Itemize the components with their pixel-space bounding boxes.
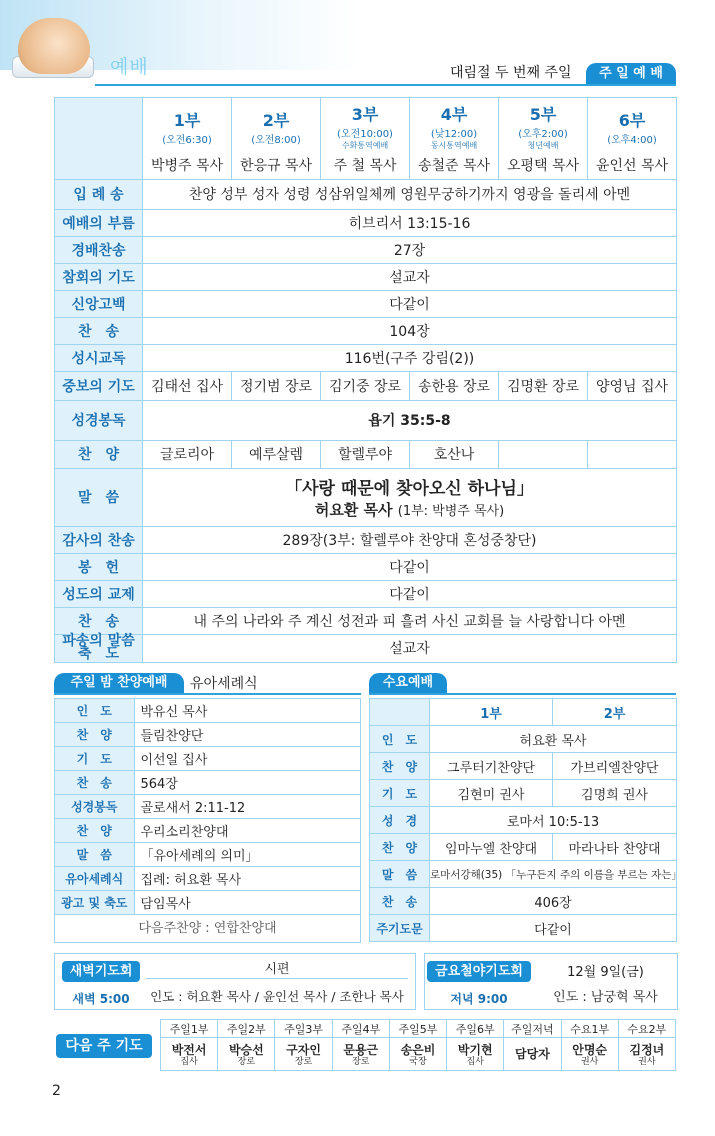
choir-5 bbox=[499, 440, 588, 468]
row-label: 찬 양 bbox=[370, 753, 430, 780]
row-label: 찬 송 bbox=[370, 888, 430, 915]
slot: 주일저녁 bbox=[504, 1020, 561, 1038]
service-leader: 주 철 목사 bbox=[321, 151, 410, 179]
row-label: 인 도 bbox=[370, 726, 430, 753]
friday-date: 12월 9일(금) bbox=[567, 965, 644, 980]
hymn3-value: 내 주의 나라와 주 계신 성전과 피 흘려 사신 교회를 늘 사랑합니다 아멘 bbox=[143, 607, 677, 634]
wed-sermon: 로마서강해(35) 「누구든지 주의 이름을 부르는 자는」 bbox=[430, 861, 677, 888]
service-2: 2부 (오전8:00) bbox=[232, 98, 321, 152]
friday-time: 저녁 9:00 bbox=[450, 992, 508, 1006]
wed-choir-2: 마라나타 찬양대 bbox=[553, 834, 677, 861]
person: 담당자 bbox=[504, 1038, 561, 1071]
person: 박승선 장로 bbox=[218, 1038, 275, 1071]
row-label: 주기도문 bbox=[370, 915, 430, 942]
choir-6 bbox=[588, 440, 677, 468]
intro-value: 찬양 성부 성자 성령 성삼위일체께 영원무궁하기까지 영광을 돌리세 아멘 bbox=[143, 179, 677, 209]
row-label: 기 도 bbox=[55, 747, 134, 771]
friday-leader: 인도 : 남궁혁 목사 bbox=[553, 990, 658, 1005]
page-number: 2 bbox=[52, 1083, 61, 1099]
row-label: 말 씀 bbox=[55, 468, 143, 526]
row-label: 유아세례식 bbox=[55, 867, 134, 891]
service-leader: 한응규 목사 bbox=[232, 151, 321, 179]
row-label: 찬 송 bbox=[55, 607, 143, 634]
offering-value: 다같이 bbox=[143, 553, 677, 580]
row-value: 「유아세례의 의미」 bbox=[134, 843, 360, 867]
evening-box bbox=[54, 698, 361, 943]
thanks-value: 289장(3부: 할렐루야 찬양대 혼성중창단) bbox=[143, 526, 677, 553]
row-label: 말 씀 bbox=[55, 843, 134, 867]
row-label: 경배찬송 bbox=[55, 236, 143, 263]
sermon-cell bbox=[143, 468, 677, 526]
slot: 수요2부 bbox=[618, 1020, 675, 1038]
wed-prayer-1: 김현미 권사 bbox=[430, 780, 553, 807]
evening-table bbox=[55, 699, 360, 938]
slot: 주일2부 bbox=[218, 1020, 275, 1038]
poem-value: 116번(구주 강림(2)) bbox=[143, 344, 677, 371]
row-value: 들림찬양단 bbox=[134, 723, 360, 747]
row-label: 예배의 부름 bbox=[55, 209, 143, 236]
prayer-1: 김태선 집사 bbox=[143, 371, 232, 400]
header-tag: 주 일 예 배 bbox=[586, 63, 676, 84]
row-label: 중보의 기도 bbox=[55, 371, 143, 400]
service-leader: 윤인선 목사 bbox=[588, 151, 677, 179]
header-subtitle: 대림절 두 번째 주일 bbox=[450, 65, 572, 81]
row-label: 광고 및 축도 bbox=[55, 891, 134, 915]
wed-col-2: 2부 bbox=[553, 699, 677, 726]
wed-col-1: 1부 bbox=[430, 699, 553, 726]
row-value: 골로새서 2:11-12 bbox=[134, 795, 360, 819]
row-value: 우리소리찬양대 bbox=[134, 819, 360, 843]
wed-prayer-2: 김명희 권사 bbox=[553, 780, 677, 807]
row-value: 집례: 허요환 목사 bbox=[134, 867, 360, 891]
person: 김정녀 권사 bbox=[618, 1038, 675, 1071]
row-label: 성 경 bbox=[370, 807, 430, 834]
next-week-choir: 다음주찬양 : 연합찬양대 bbox=[138, 921, 277, 936]
row-label: 성경봉독 bbox=[55, 400, 143, 440]
person: 문용근 장로 bbox=[332, 1038, 389, 1071]
choir-3: 할렐루야 bbox=[321, 440, 410, 468]
wed-closing: 다같이 bbox=[430, 915, 677, 942]
row-label: 참회의 기도 bbox=[55, 263, 143, 290]
row-label: 성도의 교제 bbox=[55, 580, 143, 607]
person: 박전서 집사 bbox=[161, 1038, 218, 1071]
row-label: 말 씀 bbox=[370, 861, 430, 888]
wed-lead: 허요환 목사 bbox=[430, 726, 677, 753]
wednesday-table bbox=[369, 698, 682, 942]
person: 송은비 국장 bbox=[389, 1038, 446, 1071]
creed-value: 다같이 bbox=[143, 290, 677, 317]
service-5: 5부 (오후2:00) 청년예배 bbox=[499, 98, 588, 152]
evening-title: 유아세례식 bbox=[190, 676, 258, 692]
scripture-value: 욥기 35:5-8 bbox=[143, 400, 677, 440]
prayer-3: 김기중 장로 bbox=[321, 371, 410, 400]
header-divider bbox=[95, 84, 676, 86]
call-value: 히브리서 13:15-16 bbox=[143, 209, 677, 236]
row-label: 인 도 bbox=[55, 699, 134, 723]
wednesday-divider bbox=[369, 693, 676, 695]
row-value: 564장 bbox=[134, 771, 360, 795]
person: 박기현 집사 bbox=[447, 1038, 504, 1071]
next-week-tag: 다음 주 기도 bbox=[56, 1034, 152, 1058]
slot: 주일5부 bbox=[389, 1020, 446, 1038]
row-label: 찬 양 bbox=[55, 819, 134, 843]
service-3: 3부 (오전10:00) 수화통역예배 bbox=[321, 98, 410, 152]
row-label: 성경봉독 bbox=[55, 795, 134, 819]
page-header bbox=[0, 0, 715, 92]
wed-scripture: 로마서 10:5-13 bbox=[430, 807, 677, 834]
row-value: 이선일 집사 bbox=[134, 747, 360, 771]
row-value: 박유신 목사 bbox=[134, 699, 360, 723]
row-label: 봉 헌 bbox=[55, 553, 143, 580]
slot: 주일6부 bbox=[447, 1020, 504, 1038]
prayer-5: 김명환 장로 bbox=[499, 371, 588, 400]
row-label: 입 례 송 bbox=[55, 179, 143, 209]
wednesday-tag: 수요예배 bbox=[369, 673, 447, 693]
friday-tag: 금요철야기도회 bbox=[427, 961, 531, 982]
confession-value: 설교자 bbox=[143, 263, 677, 290]
slot: 주일1부 bbox=[161, 1020, 218, 1038]
row-label: 찬 송 bbox=[55, 771, 134, 795]
benediction-value: 설교자 bbox=[143, 634, 677, 662]
service-leader: 오평택 목사 bbox=[499, 151, 588, 179]
sunday-worship-table bbox=[54, 97, 677, 663]
dawn-leaders: 인도 : 허요환 목사 / 윤인선 목사 / 조한나 목사 bbox=[150, 989, 404, 1004]
slot: 주일3부 bbox=[275, 1020, 332, 1038]
choir-2: 예루살렘 bbox=[232, 440, 321, 468]
dawn-divider bbox=[146, 978, 408, 979]
corner-cell bbox=[55, 98, 143, 180]
person: 안명순 권사 bbox=[561, 1038, 618, 1071]
wed-hymn: 406장 bbox=[430, 888, 677, 915]
sermon-preacher: 허요환 목사 (1부: 박병주 목사) bbox=[314, 501, 505, 519]
prayer-4: 송한용 장로 bbox=[410, 371, 499, 400]
dawn-time: 새벽 5:00 bbox=[72, 992, 130, 1006]
row-label: 파송의 말씀 축 도 bbox=[55, 634, 143, 662]
row-label: 찬 양 bbox=[370, 834, 430, 861]
service-4: 4부 (낮12:00) 동시통역예배 bbox=[410, 98, 499, 152]
choir-4: 호산나 bbox=[410, 440, 499, 468]
row-label: 감사의 찬송 bbox=[55, 526, 143, 553]
slot: 수요1부 bbox=[561, 1020, 618, 1038]
row-label: 신앙고백 bbox=[55, 290, 143, 317]
dawn-tag: 새벽기도회 bbox=[62, 961, 140, 982]
praying-hands-icon bbox=[18, 18, 90, 74]
hymn1-value: 27장 bbox=[143, 236, 677, 263]
slot: 주일4부 bbox=[332, 1020, 389, 1038]
service-6: 6부 (오후4:00) bbox=[588, 98, 677, 152]
row-label: 기 도 bbox=[370, 780, 430, 807]
fellowship-value: 다같이 bbox=[143, 580, 677, 607]
row-value: 담임목사 bbox=[134, 891, 360, 915]
row-label: 찬 양 bbox=[55, 440, 143, 468]
prayer-6: 양영님 집사 bbox=[588, 371, 677, 400]
service-leader: 송철준 목사 bbox=[410, 151, 499, 179]
service-leader: 박병주 목사 bbox=[143, 151, 232, 179]
sermon-title: 「사랑 때문에 찾아오신 하나님」 bbox=[285, 479, 534, 499]
row-label: 성시교독 bbox=[55, 344, 143, 371]
service-1: 1부 (오전6:30) bbox=[143, 98, 232, 152]
corner-cell bbox=[370, 699, 430, 726]
hymn2-value: 104장 bbox=[143, 317, 677, 344]
row-label: 찬 양 bbox=[55, 723, 134, 747]
section-title: 예배 bbox=[110, 56, 149, 78]
wed-praise-1: 그루터기찬양단 bbox=[430, 753, 553, 780]
next-week-table bbox=[160, 1019, 676, 1071]
row-label: 찬 송 bbox=[55, 317, 143, 344]
evening-divider bbox=[54, 693, 361, 695]
evening-tag: 주일 밤 찬양예배 bbox=[54, 673, 184, 693]
person: 구자인 장로 bbox=[275, 1038, 332, 1071]
dawn-title: 시편 bbox=[264, 962, 290, 977]
choir-1: 글로리아 bbox=[143, 440, 232, 468]
wed-praise-2: 가브리엘찬양단 bbox=[553, 753, 677, 780]
wed-choir-1: 임마누엘 찬양대 bbox=[430, 834, 553, 861]
prayer-2: 정기범 장로 bbox=[232, 371, 321, 400]
